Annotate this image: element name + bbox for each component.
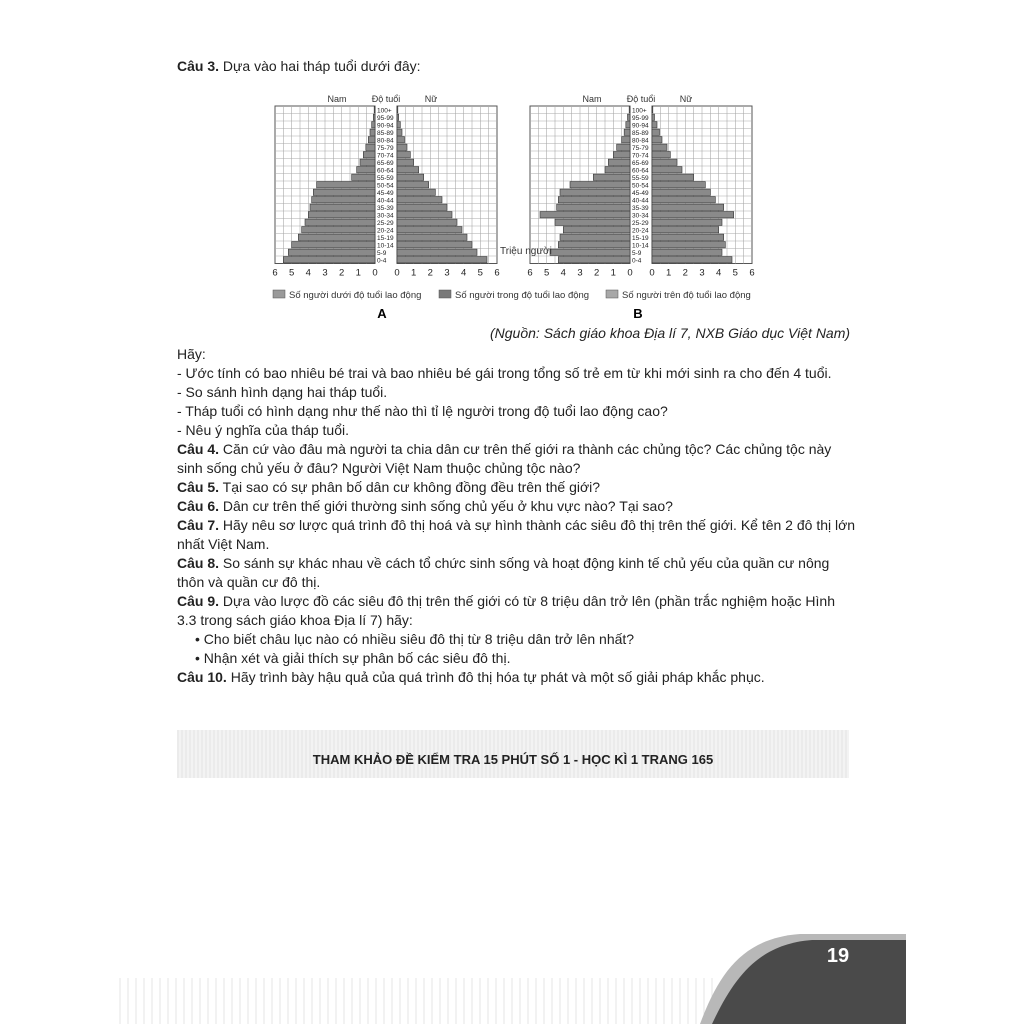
bar-female (397, 122, 400, 128)
age-label: 50-54 (377, 182, 394, 190)
x-tick-label: 2 (427, 267, 433, 279)
x-tick-label: 3 (699, 267, 705, 279)
question-7 (177, 516, 857, 554)
x-tick-label: 2 (682, 267, 688, 279)
age-label: 75-79 (377, 145, 394, 152)
age-label: 60-64 (632, 167, 649, 175)
header-male: Nam (582, 94, 602, 104)
bar-female (397, 197, 442, 203)
bar-male (617, 144, 630, 150)
age-label: 75-79 (632, 145, 649, 152)
x-tick-label: 4 (305, 267, 311, 279)
x-tick-label: 6 (749, 267, 755, 279)
bar-female (652, 212, 734, 218)
bar-female (652, 257, 732, 263)
bar-female (652, 242, 725, 248)
bar-male (628, 114, 631, 120)
x-tick-label: 2 (594, 267, 600, 279)
age-label: 15-19 (377, 235, 394, 242)
age-label: 95-99 (632, 115, 649, 122)
page-footer (0, 930, 1024, 1024)
bar-female (397, 174, 424, 180)
age-label: 85-89 (377, 130, 394, 137)
x-tick-label: 5 (289, 267, 295, 279)
age-label: 35-39 (377, 205, 394, 212)
age-label: 90-94 (377, 122, 394, 130)
question-10 (177, 668, 857, 687)
bar-male (357, 167, 375, 173)
bar-male (555, 219, 630, 225)
bar-male (605, 167, 630, 173)
age-label: 40-44 (377, 197, 394, 205)
x-tick-label: 4 (461, 267, 467, 279)
bar-female (652, 167, 682, 173)
pyramid-b (527, 94, 754, 279)
bar-male (560, 189, 630, 195)
q9-bullet: • Nhận xét và giải thích sự phân bố các siêu đô thị. (195, 650, 511, 666)
bar-female (652, 219, 722, 225)
age-label: 5-9 (377, 250, 387, 257)
question-text: Tại sao có sự phân bố dân cư không đồng đều trên thế giới? (219, 479, 601, 495)
bar-male (312, 197, 375, 203)
bar-male (374, 107, 375, 113)
question-text: Hãy trình bày hậu quả của quá trình đô thị hóa tự phát và một số giải pháp khắc phục. (226, 669, 765, 685)
header-age: Độ tuổi (626, 94, 656, 104)
bar-female (397, 249, 477, 255)
question-label: Câu 8. (177, 555, 220, 571)
question-label: Câu 7. (177, 517, 220, 533)
bar-male (308, 212, 375, 218)
bar-female (652, 159, 677, 165)
q3-bullet: - Ước tính có bao nhiêu bé trai và bao nhiêu bé gái trong tổng số trẻ em từ khi mới sinh ra cho đến 4 tuổi. (177, 365, 832, 381)
age-label: 45-49 (632, 190, 649, 197)
x-tick-label: 0 (372, 267, 378, 279)
bar-male (310, 204, 375, 210)
age-label: 20-24 (377, 227, 394, 235)
age-label: 10-14 (377, 242, 394, 250)
question-6 (177, 497, 857, 516)
bar-female (397, 204, 447, 210)
age-label: 100+ (632, 107, 647, 115)
pyramid-a-label: A (377, 306, 387, 321)
x-tick-label: 5 (732, 267, 738, 279)
bar-male (302, 227, 375, 233)
age-label: 85-89 (632, 130, 649, 137)
legend-label: Số người trong độ tuổi lao động (455, 290, 590, 301)
age-label: 55-59 (632, 175, 649, 182)
age-label: 90-94 (632, 122, 649, 130)
x-tick-label: 5 (477, 267, 483, 279)
bar-female (397, 242, 472, 248)
bar-male (560, 234, 630, 240)
banner-title: THAM KHẢO ĐỀ KIỂM TRA 15 PHÚT SỐ 1 - HỌC KÌ 1 TRANG 165 (312, 752, 714, 767)
legend-label: Số người dưới độ tuổi lao động (289, 290, 422, 301)
x-tick-label: 1 (666, 267, 672, 279)
question-label: Câu 10. (177, 669, 227, 685)
pyramid-a (272, 94, 499, 279)
x-tick-label: 3 (444, 267, 450, 279)
question-label: Câu 9. (177, 593, 220, 609)
bar-female (652, 137, 662, 143)
bar-female (652, 249, 722, 255)
question-9 (177, 592, 857, 630)
age-label: 65-69 (377, 160, 394, 167)
population-pyramids-figure (0, 0, 1024, 330)
age-label: 70-74 (377, 152, 394, 160)
bar-male (292, 242, 375, 248)
bar-female (397, 257, 487, 263)
bar-male (558, 257, 630, 263)
age-label: 50-54 (632, 182, 649, 190)
age-label: 95-99 (377, 115, 394, 122)
reference-banner (177, 730, 849, 778)
bar-male (373, 114, 375, 120)
bar-male (283, 257, 375, 263)
question-4 (177, 440, 857, 478)
q3-bullet: - So sánh hình dạng hai tháp tuổi. (177, 384, 388, 400)
legend-swatch (273, 290, 285, 298)
bar-female (397, 219, 457, 225)
footer-rule-lines (120, 978, 712, 1024)
bar-female (397, 144, 407, 150)
x-tick-label: 3 (577, 267, 583, 279)
bar-male (626, 122, 630, 128)
bar-male (550, 249, 630, 255)
age-label: 15-19 (632, 235, 649, 242)
bar-female (397, 137, 405, 143)
bar-female (397, 107, 398, 113)
bar-male (288, 249, 375, 255)
age-label: 80-84 (377, 137, 394, 145)
bar-female (397, 227, 462, 233)
bar-female (652, 204, 724, 210)
pyramid-b-label: B (633, 306, 643, 321)
bar-female (652, 122, 657, 128)
bar-female (652, 189, 710, 195)
header-female: Nữ (424, 94, 438, 104)
question-text: Dân cư trên thế giới thường sinh sống chủ yếu ở khu vực nào? Tại sao? (219, 498, 673, 514)
x-tick-label: 0 (627, 267, 633, 279)
questions-body (177, 345, 857, 687)
bar-male (370, 129, 375, 135)
age-label: 70-74 (632, 152, 649, 160)
question-label: Câu 5. (177, 479, 220, 495)
x-tick-label: 6 (527, 267, 533, 279)
legend (273, 290, 751, 301)
age-label: 35-39 (632, 205, 649, 212)
question-text: Dựa vào lược đồ các siêu đô thị trên thế giới có từ 8 triệu dân trở lên (phần trắc nghiệm hoặc Hình 3.3 trong sách giáo khoa Địa lí 7) hãy: (177, 593, 835, 628)
age-label: 45-49 (377, 190, 394, 197)
age-label: 0-4 (377, 257, 387, 265)
x-tick-label: 1 (411, 267, 417, 279)
q9-bullet: • Cho biết châu lục nào có nhiều siêu đô thị từ 8 triệu dân trở lên nhất? (195, 631, 635, 647)
q3-bullet: - Nêu ý nghĩa của tháp tuổi. (177, 422, 349, 438)
bar-male (570, 182, 630, 188)
age-label: 55-59 (377, 175, 394, 182)
question-8 (177, 554, 857, 592)
age-label: 30-34 (632, 212, 649, 220)
bar-male (558, 242, 630, 248)
age-label: 60-64 (377, 167, 394, 175)
x-tick-label: 6 (272, 267, 278, 279)
bar-male (363, 152, 375, 158)
bar-female (397, 167, 419, 173)
age-label: 5-9 (632, 250, 642, 257)
bar-female (397, 159, 414, 165)
question-label: Câu 6. (177, 498, 220, 514)
bar-female (652, 129, 660, 135)
question-text: So sánh sự khác nhau về cách tổ chức sinh sống và hoạt động kinh tế chủ yếu của quần cư nông thôn và quần cư đô thị. (177, 555, 830, 590)
bar-male (558, 197, 630, 203)
question-text: Căn cứ vào đâu mà người ta chia dân cư trên thế giới ra thành các chủng tộc? Các chủng tộc này sinh sống chủ yếu ở đâu? Người Việt Nam thuộc chủng tộc nào? (177, 441, 832, 476)
bar-male (368, 137, 375, 143)
bar-female (652, 234, 724, 240)
bar-male (372, 122, 375, 128)
bar-male (624, 129, 630, 135)
bar-male (313, 189, 375, 195)
age-label: 25-29 (377, 220, 394, 227)
bar-male (593, 174, 630, 180)
bar-female (652, 197, 715, 203)
age-label: 100+ (377, 107, 392, 115)
bar-female (397, 234, 467, 240)
bar-male (622, 137, 630, 143)
age-label: 65-69 (632, 160, 649, 167)
bar-male (317, 182, 375, 188)
x-tick-label: 0 (649, 267, 655, 279)
header-age: Độ tuổi (371, 94, 401, 104)
bar-male (563, 227, 630, 233)
age-label: 0-4 (632, 257, 642, 265)
bar-male (613, 152, 630, 158)
age-label: 80-84 (632, 137, 649, 145)
legend-swatch (439, 290, 451, 298)
legend-swatch (606, 290, 618, 298)
legend-label: Số người trên độ tuổi lao động (622, 290, 751, 301)
bar-male (629, 107, 630, 113)
bar-female (652, 107, 653, 113)
x-tick-label: 5 (544, 267, 550, 279)
q3-bullet: - Tháp tuổi có hình dạng như thế nào thì tỉ lệ người trong độ tuổi lao động cao? (177, 403, 668, 419)
bar-male (305, 219, 375, 225)
bar-female (397, 212, 452, 218)
question-5 (177, 478, 857, 497)
age-label: 25-29 (632, 220, 649, 227)
x-tick-label: 1 (610, 267, 616, 279)
bar-female (397, 152, 410, 158)
bar-female (397, 189, 435, 195)
bar-male (557, 204, 630, 210)
intro-text: Hãy: (177, 346, 206, 362)
age-label: 30-34 (377, 212, 394, 220)
bar-male (608, 159, 630, 165)
question-text: Hãy nêu sơ lược quá trình đô thị hoá và sự hình thành các siêu đô thị trên thế giới. Kể tên 2 đô thị lớn nhất Việt Nam. (177, 517, 856, 552)
question-label: Câu 4. (177, 441, 220, 457)
x-tick-label: 3 (322, 267, 328, 279)
bar-female (397, 114, 399, 120)
source-caption: (Nguồn: Sách giáo khoa Địa lí 7, NXB Giáo dục Việt Nam) (490, 325, 851, 341)
x-tick-label: 4 (560, 267, 566, 279)
bar-male (366, 144, 375, 150)
bar-female (397, 129, 402, 135)
bar-female (652, 144, 667, 150)
bar-male (540, 212, 630, 218)
header-male: Nam (327, 94, 347, 104)
x-tick-label: 1 (355, 267, 361, 279)
bar-male (298, 234, 375, 240)
bar-female (652, 227, 719, 233)
bar-male (352, 174, 375, 180)
bar-female (652, 152, 670, 158)
x-tick-label: 0 (394, 267, 400, 279)
bar-male (360, 159, 375, 165)
bar-female (652, 182, 705, 188)
bar-female (652, 174, 694, 180)
x-tick-label: 6 (494, 267, 500, 279)
age-label: 20-24 (632, 227, 649, 235)
question-label: Câu 3. (177, 58, 220, 74)
header-female: Nữ (679, 94, 693, 104)
unit-label: Triệu người (500, 246, 552, 257)
x-tick-label: 4 (716, 267, 722, 279)
x-tick-label: 2 (339, 267, 345, 279)
question-text: Dựa vào hai tháp tuổi dưới đây: (219, 58, 421, 74)
bar-female (652, 114, 655, 120)
bar-female (397, 182, 429, 188)
page-number: 19 (826, 945, 850, 967)
age-label: 10-14 (632, 242, 649, 250)
age-label: 40-44 (632, 197, 649, 205)
